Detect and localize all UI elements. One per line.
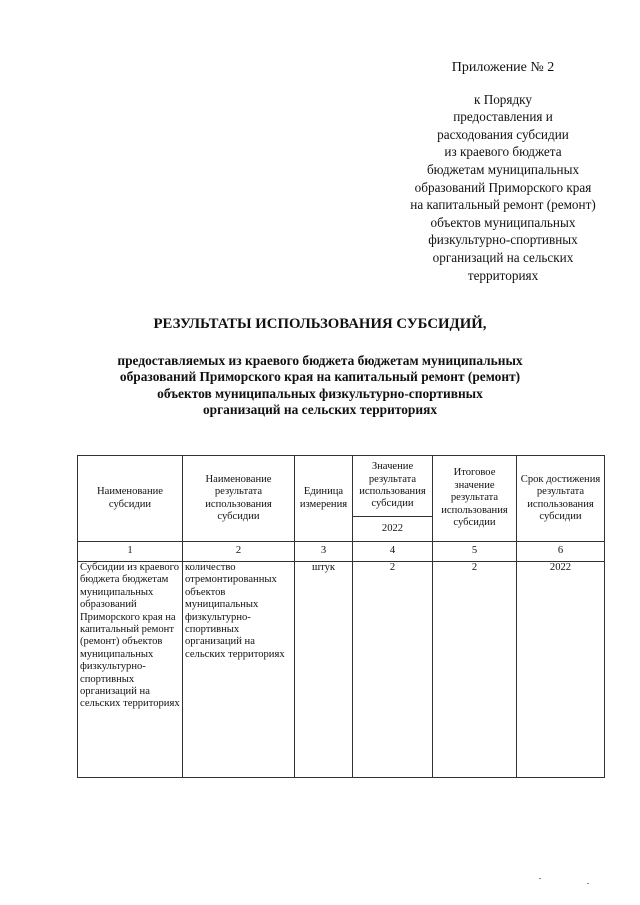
subtitle-line: объектов муниципальных физкультурно-спортивных bbox=[157, 385, 483, 401]
appendix-line: территориях bbox=[467, 267, 539, 283]
header-result-name: Наименование результата использования субсидии bbox=[183, 456, 295, 542]
appendix-line: объектов муниципальных bbox=[430, 214, 576, 230]
appendix-line: расходования субсидии bbox=[437, 126, 569, 142]
header-deadline: Срок достижения результата использования субсидии bbox=[517, 456, 605, 542]
column-number: 1 bbox=[78, 542, 183, 562]
results-table bbox=[77, 455, 605, 778]
column-number: 2 bbox=[183, 542, 295, 562]
column-number: 6 bbox=[517, 542, 605, 562]
header-subsidy-name: Наименование субсидии bbox=[78, 456, 183, 542]
appendix-line: на капитальный ремонт (ремонт) bbox=[410, 197, 596, 213]
column-number: 4 bbox=[353, 542, 433, 562]
subtitle-line: организаций на сельских территориях bbox=[202, 401, 438, 417]
appendix-line: предоставления и bbox=[453, 109, 553, 125]
document-title: РЕЗУЛЬТАТЫ ИСПОЛЬЗОВАНИЯ СУБСИДИЙ, bbox=[153, 316, 487, 332]
cell-deadline: 2022 bbox=[517, 562, 605, 778]
cell-value: 2 bbox=[353, 562, 433, 778]
document-subtitle bbox=[60, 353, 580, 418]
subtitle-line: образований Приморского края на капитальный ремонт (ремонт) bbox=[119, 369, 521, 385]
scan-speck bbox=[539, 878, 541, 879]
appendix-line: образований Приморского края bbox=[414, 179, 592, 195]
header-unit: Единица измерения bbox=[295, 456, 353, 542]
header-final-value: Итоговое значение результата использования субсидии bbox=[433, 456, 517, 542]
column-numbers-row bbox=[78, 542, 605, 562]
appendix-number: Приложение № 2 bbox=[451, 60, 555, 75]
column-number: 5 bbox=[433, 542, 517, 562]
column-number: 3 bbox=[295, 542, 353, 562]
header-value-year: 2022 bbox=[353, 517, 433, 542]
table-row bbox=[78, 562, 605, 778]
appendix-line: физкультурно-спортивных bbox=[428, 232, 578, 248]
cell-unit: штук bbox=[295, 562, 353, 778]
cell-final-value: 2 bbox=[433, 562, 517, 778]
subtitle-line: предоставляемых из краевого бюджета бюджетам муниципальных bbox=[117, 353, 523, 368]
cell-subsidy-name: Субсидии из краевого бюджета бюджетам муниципальных образований Приморского края на капитальный ремонт (ремонт) объектов муниципальных физкультурно-спортивных организаций на сельских территориях bbox=[78, 562, 183, 778]
appendix-line: организаций на сельских bbox=[432, 249, 574, 265]
scan-speck bbox=[587, 883, 589, 884]
appendix-header bbox=[386, 59, 620, 284]
appendix-line: бюджетам муниципальных bbox=[426, 161, 580, 177]
appendix-line: из краевого бюджета bbox=[444, 144, 562, 160]
appendix-line: к Порядку bbox=[473, 91, 532, 107]
header-value: Значение результата использования субсидии bbox=[353, 456, 433, 517]
cell-result-name: количество отремонтированных объектов муниципальных физкультурно-спортивных организаций на сельских территориях bbox=[183, 562, 295, 778]
